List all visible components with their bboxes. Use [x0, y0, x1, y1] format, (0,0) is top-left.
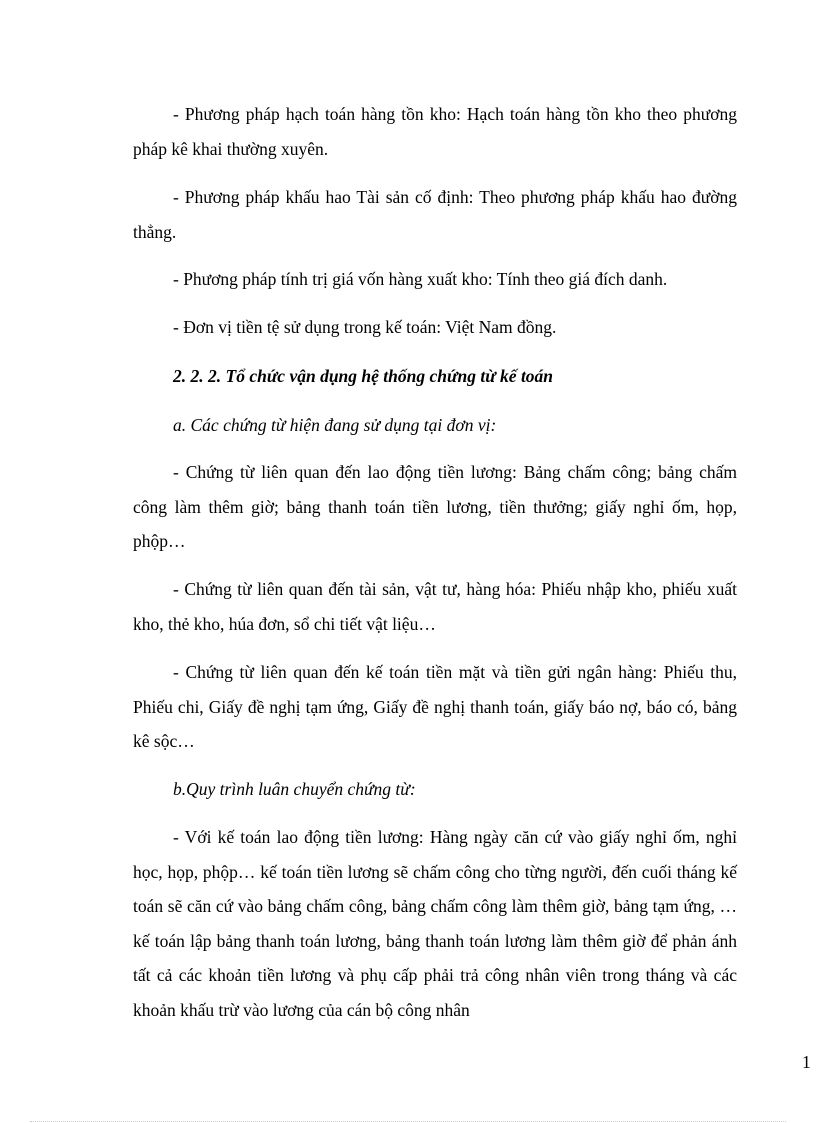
paragraph-depreciation-method: - Phương pháp khấu hao Tài sản cố định: Theo phương pháp khấu hao đường thẳng. [133, 187, 737, 242]
paragraph-inventory-method: - Phương pháp hạch toán hàng tồn kho: Hạch toán hàng tồn kho theo phương pháp kê khai thường xuyên. [133, 104, 737, 159]
paragraph-currency: - Đơn vị tiền tệ sử dụng trong kế toán: Việt Nam đồng. [173, 317, 557, 337]
section-heading: 2. 2. 2. Tổ chức vận dụng hệ thống chứng từ kế toán [173, 366, 554, 386]
subheading-document-flow: b.Quy trình luân chuyển chứng từ: [173, 779, 416, 799]
subheading-documents-in-use: a. Các chứng từ hiện đang sử dụng tại đơn vị: [173, 415, 497, 435]
page-number: 1 [802, 1052, 811, 1072]
paragraph-payroll-documents: - Chứng từ liên quan đến lao động tiền lương: Bảng chấm công; bảng chấm công làm thêm giờ; bảng thanh toán tiền lương, tiền thưởng; giấy nghỉ ốm, họp, phộp… [133, 462, 737, 551]
page-bottom-divider [30, 1121, 786, 1122]
paragraph-asset-documents: - Chứng từ liên quan đến tài sản, vật tư, hàng hóa: Phiếu nhập kho, phiếu xuất kho, thẻ kho, húa đơn, sổ chi tiết vật liệu… [133, 579, 737, 634]
paragraph-cost-method: - Phương pháp tính trị giá vốn hàng xuất kho: Tính theo giá đích danh. [173, 269, 668, 289]
paragraph-payroll-flow: - Với kế toán lao động tiền lương: Hàng ngày căn cứ vào giấy nghỉ ốm, nghỉ học, họp, phộp… kế toán tiền lương sẽ chấm công cho từng người, đến cuối tháng kế toán sẽ căn cứ vào bảng chấm công, bảng chấm công làm thêm giờ, bảng tạm ứng, … kế toán lập bảng thanh toán lương, bảng thanh toán lương làm thêm giờ để phản ánh tất cả các khoản tiền lương và phụ cấp phải trả công nhân viên trong tháng và các khoản khấu trừ vào lương của cán bộ công nhân [133, 827, 737, 1020]
paragraph-cash-documents: - Chứng từ liên quan đến kế toán tiền mặt và tiền gửi ngân hàng: Phiếu thu, Phiếu chi, Giấy đề nghị tạm ứng, Giấy đề nghị thanh toán, giấy báo nợ, báo có, bảng kê sộc… [133, 662, 737, 751]
